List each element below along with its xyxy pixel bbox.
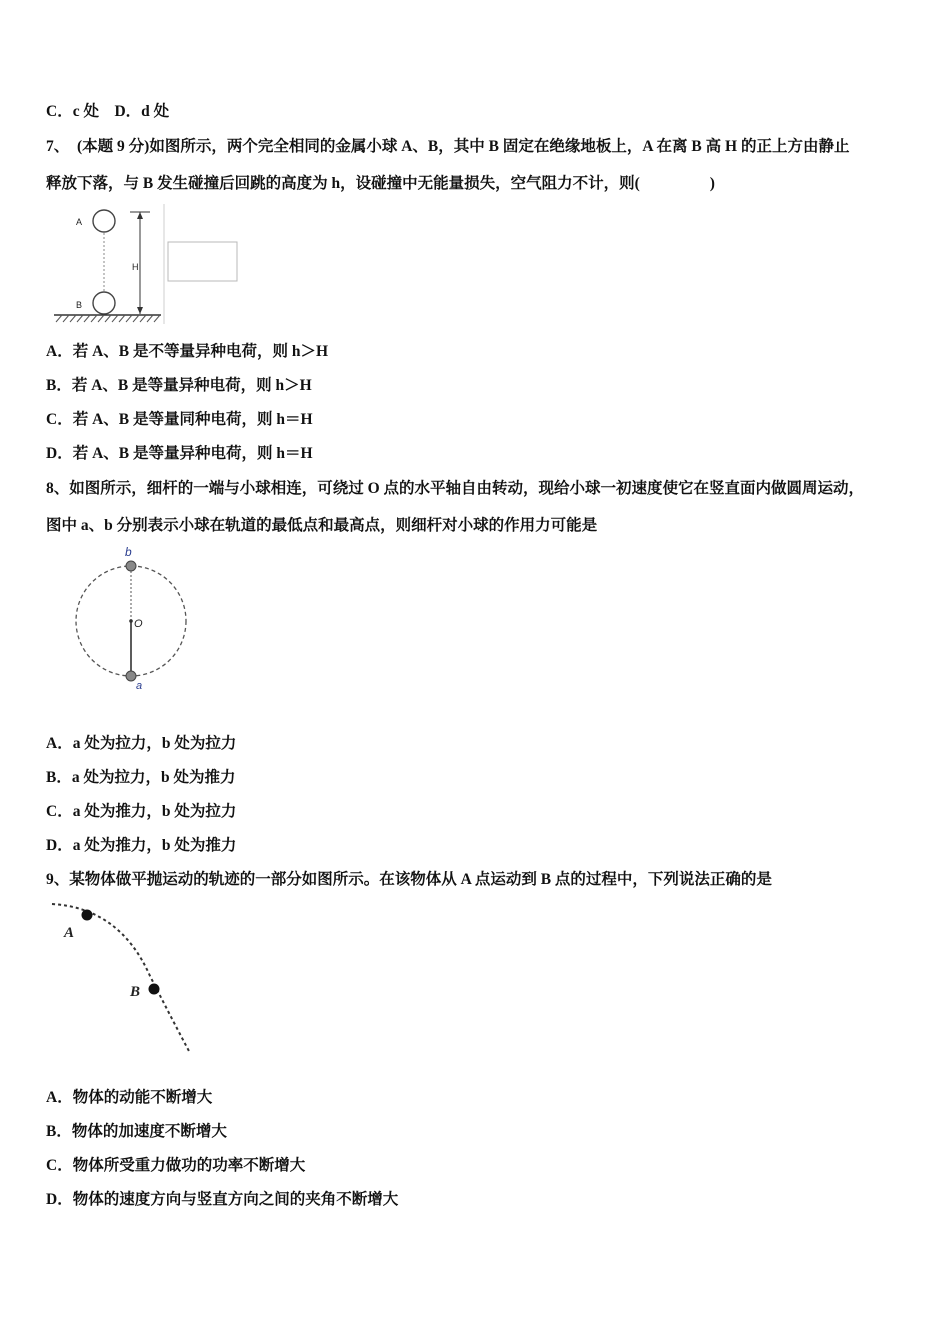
point-b	[149, 984, 160, 995]
q8-figure	[70, 543, 200, 693]
q6-options-cd	[46, 102, 169, 122]
label-a: A	[76, 217, 83, 227]
point-a	[82, 910, 93, 921]
q6-option-d: D．d 处	[114, 103, 170, 120]
h-arrow-up	[137, 212, 143, 219]
label-b: b	[125, 545, 132, 559]
q7-stem-text1: (本题 9 分)如图所示，两个完全相同的金属小球 A、B，其中 B 固定在绝缘地板上，A 在离 B 高 H 的正上方由静止	[77, 138, 850, 155]
pivot-o	[129, 619, 133, 623]
q7-stem-line1	[46, 137, 849, 157]
q8-stem-line1: 8、如图所示，细杆的一端与小球相连，可绕过 O 点的水平轴自由转动，现给小球一初速度使它在竖直面内做圆周运动，	[46, 480, 865, 497]
label-b: B	[76, 300, 83, 310]
q7-floor-hatching	[56, 315, 160, 322]
q7-answer-box	[168, 242, 237, 281]
q7-figure	[46, 204, 246, 330]
q9-option-d: D．物体的速度方向与竖直方向之间的夹角不断增大	[46, 1191, 399, 1208]
q7-option-c: C．若 A、B 是等量同种电荷，则 h＝H	[46, 411, 313, 428]
q6-option-c: C．c 处	[46, 103, 99, 120]
q8-stem-line2: 图中 a、b 分别表示小球在轨道的最低点和最高点，则细杆对小球的作用力可能是	[46, 517, 598, 534]
q8-option-b: B．a 处为拉力，b 处为推力	[46, 769, 236, 786]
h-arrow-down	[137, 307, 143, 314]
label-b: B	[130, 984, 141, 1000]
label-a: A	[64, 925, 75, 941]
ball-b	[93, 292, 115, 314]
q9-option-a: A．物体的动能不断增大	[46, 1089, 213, 1106]
q8-option-c: C．a 处为推力，b 处为拉力	[46, 803, 237, 820]
q9-figure	[50, 900, 200, 1060]
ball-a	[93, 210, 115, 232]
q7-number: 7、	[46, 138, 70, 155]
q7-option-a: A．若 A、B 是不等量异种电荷，则 h＞H	[46, 343, 329, 360]
q7-option-d: D．若 A、B 是等量异种电荷，则 h＝H	[46, 445, 313, 462]
q7-option-b: B．若 A、B 是等量异种电荷，则 h＞H	[46, 377, 312, 394]
label-a: a	[136, 680, 143, 692]
q8-option-a: A．a 处为拉力，b 处为拉力	[46, 735, 237, 752]
q7-stem-text2: 释放下落，与 B 发生碰撞后回跳的高度为 h，设碰撞中无能量损失，空气阻力不计，则(	[46, 175, 640, 192]
ball-at-a	[126, 671, 136, 681]
q9-stem: 9、某物体做平抛运动的轨迹的一部分如图所示。在该物体从 A 点运动到 B 点的过程中，下列说法正确的是	[46, 871, 772, 888]
q7-stem-line2	[46, 174, 715, 194]
q8-option-d: D．a 处为推力，b 处为推力	[46, 837, 237, 854]
q9-option-c: C．物体所受重力做功的功率不断增大	[46, 1157, 306, 1174]
q9-option-b: B．物体的加速度不断增大	[46, 1123, 227, 1140]
ball-at-b	[126, 561, 136, 571]
label-h: H	[132, 262, 139, 272]
label-o: O	[134, 618, 143, 630]
q7-stem-close: )	[709, 175, 715, 192]
